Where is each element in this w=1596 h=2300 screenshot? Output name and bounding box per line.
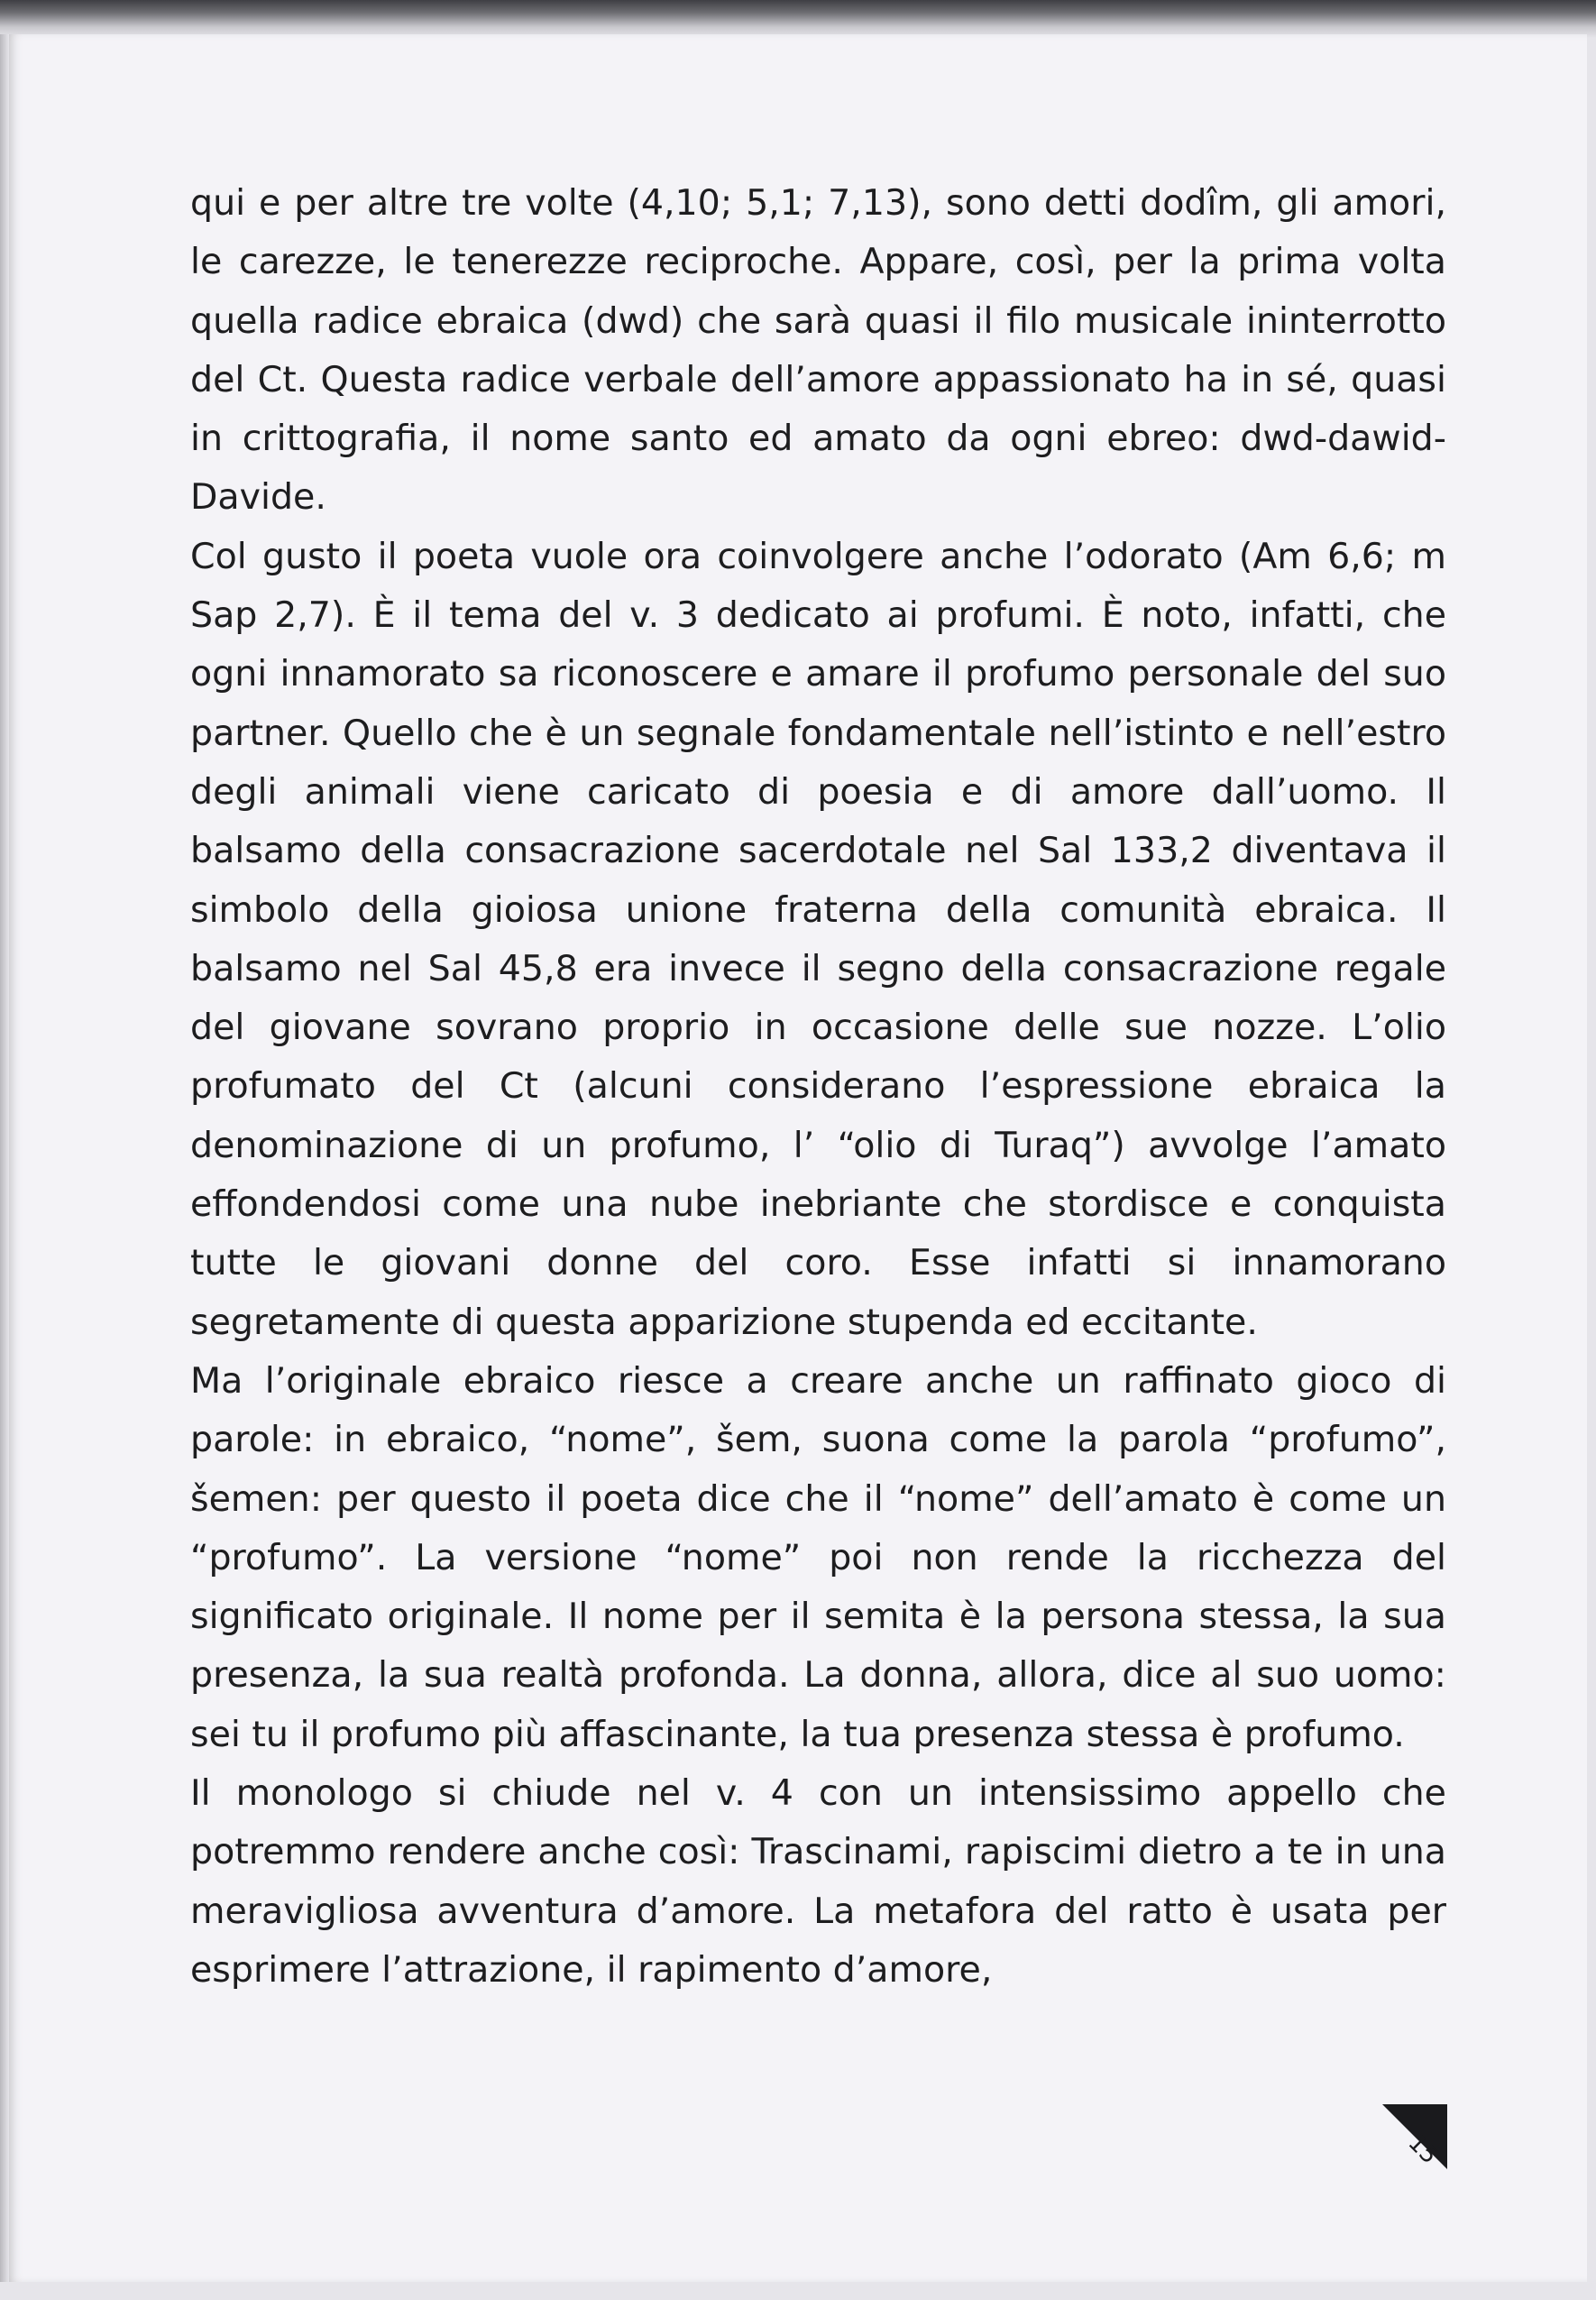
page-number-corner xyxy=(1382,2104,1447,2169)
paragraph-1: qui e per altre tre volte (4,10; 5,1; 7,13), sono detti dodîm, gli amori, le carezze, le tenerezze reciproche. Appare, così, per la prima volta quella radice ebraica (dwd) che sarà quasi il filo musicale ininterrotto del Ct. Questa radice verbale dell’amore appassionato ha in sé, quasi in crittografia, il nome santo ed amato da ogni ebreo: dwd-dawid-Davide. xyxy=(190,182,1446,519)
page-number: 15 xyxy=(1402,2129,1444,2169)
page-gutter xyxy=(0,34,9,2282)
paragraph-3: Ma l’originale ebraico riesce a creare anche un raffinato gioco di parole: in ebraico, “nome”, šem, suona come la parola “profumo”, šemen: per questo il poeta dice che il “nome” dell’amato è come un “profumo”. La versione “nome” poi non rende la ricchezza del significato originale. Il nome per il semita è la persona stessa, la sua presenza, la sua realtà profonda. La donna, allora, dice al suo uomo: sei tu il profumo più affascinante, la tua presenza stessa è profumo. xyxy=(190,1359,1446,1755)
paragraph-4: Il monologo si chiude nel v. 4 con un intensissimo appello che potremmo rendere anche così: Trascinami, rapiscimi dietro a te in una meravigliosa avventura d’amore. La metafora del ratto è usata per esprimere l’attrazione, il rapimento d’amore, xyxy=(190,1772,1446,1991)
scanner-shadow xyxy=(0,0,1596,38)
paragraph-2: Col gusto il poeta vuole ora coinvolgere anche l’odorato (Am 6,6; m Sap 2,7). È il tema del v. 3 dedicato ai profumi. È noto, infatti, che ogni innamorato sa riconoscere e amare il profumo personale del suo partner. Quello che è un segnale fondamentale nell’istinto e nell’estro degli animali viene caricato di poesia e di amore dall’uomo. Il balsamo della consacrazione sacerdotale nel Sal 133,2 diventava il simbolo della gioiosa unione fraterna della comunità ebraica. Il balsamo nel Sal 45,8 era invece il segno della consacrazione regale del giovane sovrano proprio in occasione delle sue nozze. L’olio profumato del Ct (alcuni considerano l’espressione ebraica la denominazione di un profumo, l’ “olio di Turaq”) avvolge l’amato effondendosi come una nube inebriante che stordisce e conquista tutte le giovani donne del coro. Esse infatti si innamorano segretamente di questa apparizione stupenda ed eccitante. xyxy=(190,535,1446,1343)
body-text xyxy=(190,174,1446,2000)
